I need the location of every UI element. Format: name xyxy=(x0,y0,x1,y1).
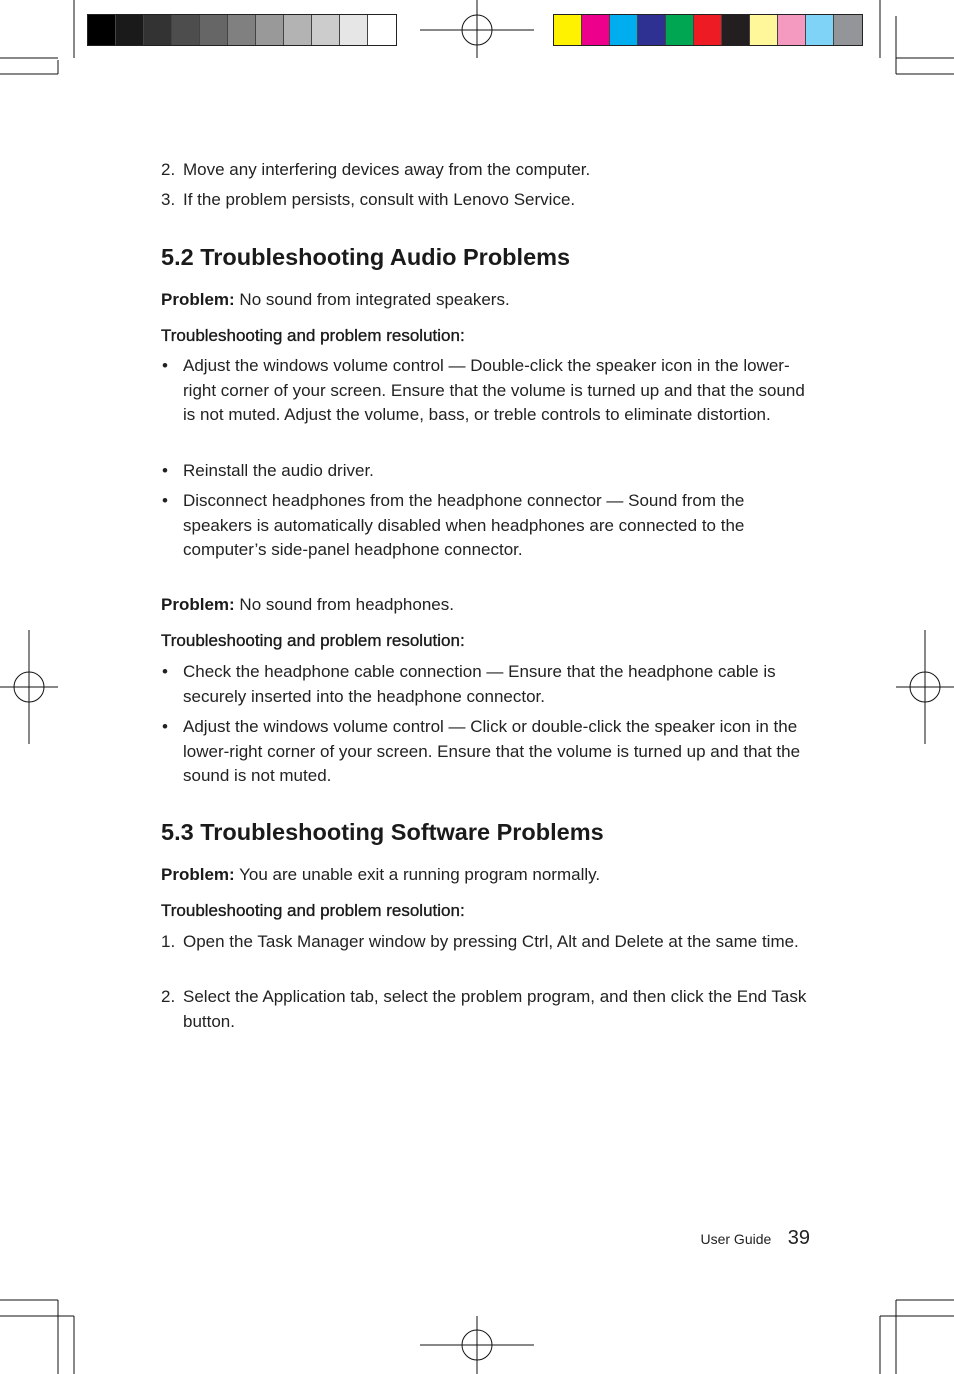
color-swatch xyxy=(778,15,806,45)
page-number: 39 xyxy=(787,1227,810,1249)
color-swatch xyxy=(144,15,172,45)
list-item: 2. Select the Application tab, select the problem program, and then click the End Task button. xyxy=(161,987,807,1031)
list-item: 3. If the problem persists, consult with Lenovo Service. xyxy=(161,190,576,209)
resolution-heading: Troubleshooting and problem resolution: xyxy=(161,901,465,920)
bullet-item: • Adjust the windows volume control — Click or double-click the speaker icon in the lower-right corner of your screen. Ensure that the volume is turned up and that the sound is not muted. xyxy=(162,717,801,785)
section-heading-software: 5.3 Troubleshooting Software Problems xyxy=(161,819,604,845)
bullet-icon: • xyxy=(162,662,168,681)
bullet-icon: • xyxy=(162,717,168,736)
color-swatch xyxy=(340,15,368,45)
page-footer xyxy=(700,1227,810,1250)
process-color-bar xyxy=(553,14,863,46)
list-item: 2. Move any interfering devices away from the computer. xyxy=(161,160,591,179)
list-item: 1. Open the Task Manager window by pressing Ctrl, Alt and Delete at the same time. xyxy=(161,932,799,951)
footer-label: User Guide xyxy=(700,1231,772,1247)
color-swatch xyxy=(638,15,666,45)
color-swatch xyxy=(312,15,340,45)
color-swatch xyxy=(610,15,638,45)
problem-statement: Problem: No sound from integrated speakers. xyxy=(161,290,510,309)
bullet-item: • Disconnect headphones from the headphone connector — Sound from the speakers is automatically disabled when headphones are connected to the computer’s side-panel headphone connector. xyxy=(162,491,745,559)
section-heading-audio: 5.2 Troubleshooting Audio Problems xyxy=(161,244,571,270)
color-swatch xyxy=(284,15,312,45)
color-swatch xyxy=(834,15,862,45)
grayscale-color-bar xyxy=(87,14,397,46)
bullet-item: • Check the headphone cable connection — Ensure that the headphone cable is securely inserted into the headphone connector. xyxy=(162,662,776,706)
color-swatch xyxy=(806,15,834,45)
bullet-icon: • xyxy=(162,356,168,375)
color-swatch xyxy=(666,15,694,45)
color-swatch xyxy=(554,15,582,45)
color-swatch xyxy=(582,15,610,45)
resolution-heading: Troubleshooting and problem resolution: xyxy=(161,326,465,345)
bullet-icon: • xyxy=(162,491,168,510)
color-swatch xyxy=(722,15,750,45)
bullet-item: • Reinstall the audio driver. xyxy=(161,459,811,484)
bullet-item: • Adjust the windows volume control — Double-click the speaker icon in the lower-right corner of your screen. Ensure that the volume is turned up and that the sound is not muted. Adjust the volume, bass, or treble controls to eliminate distortion. xyxy=(162,356,805,424)
color-swatch xyxy=(256,15,284,45)
color-swatch xyxy=(368,15,396,45)
color-swatch xyxy=(172,15,200,45)
color-swatch xyxy=(116,15,144,45)
problem-statement: Problem: You are unable exit a running program normally. xyxy=(161,865,601,884)
resolution-heading: Troubleshooting and problem resolution: xyxy=(161,631,465,650)
problem-statement: Problem: No sound from headphones. xyxy=(161,595,454,614)
color-swatch xyxy=(228,15,256,45)
color-swatch xyxy=(694,15,722,45)
bullet-icon: • xyxy=(162,461,168,480)
color-swatch xyxy=(200,15,228,45)
color-swatch xyxy=(88,15,116,45)
color-swatch xyxy=(750,15,778,45)
